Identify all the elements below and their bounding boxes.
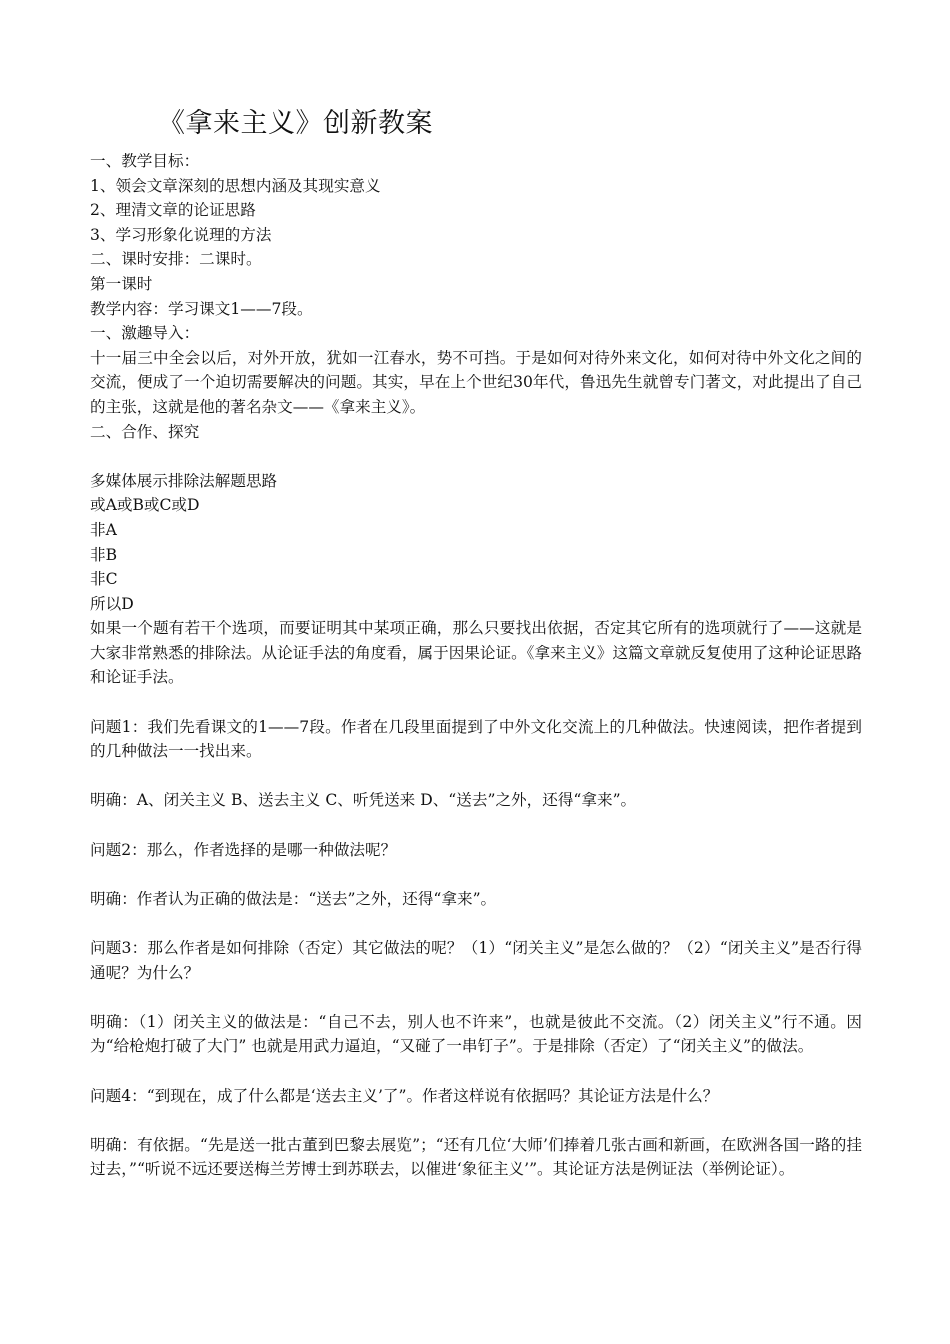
blank-line [90,813,862,838]
paragraph: 3、学习形象化说理的方法 [90,225,272,244]
paragraph: 明确：有依据。“先是送一批古董到巴黎去展览”；“还有几位‘大师’们捧着几张古画和新画，在欧洲各国一路的挂过去，”“听说不远还要送梅兰芳博士到苏联去，以催进‘象征主义’”。其论证方法是例证法（举例论证）。 [90,1135,862,1179]
blank-line [90,1059,862,1084]
paragraph: 1、领会文章深刻的思想内涵及其现实意义 [90,176,381,195]
paragraph: 问题2：那么，作者选择的是哪一种做法呢？ [90,840,397,859]
paragraph: 非A [90,520,117,539]
paragraph: 明确：A、闭关主义 B、送去主义 C、听凭送来 D、“送去”之外，还得“拿来”。 [90,791,637,810]
blank-line [90,1108,862,1133]
paragraph: 二、合作、探究 [90,422,200,441]
paragraph: 多媒体展示排除法解题思路 [90,471,278,490]
blank-line [90,690,862,715]
paragraph: 非C [90,570,118,589]
paragraph: 问题1：我们先看课文的1——7段。作者在几段里面提到了中外文化交流上的几种做法。快速阅读，把作者提到的几种做法一一找出来。 [90,717,862,761]
paragraph: 二、课时安排：二课时。 [90,250,262,269]
blank-line [90,444,862,469]
blank-line [90,764,862,789]
paragraph: 所以D [90,594,134,613]
paragraph: 教学内容：学习课文1——7段。 [90,299,313,318]
paragraph: 非B [90,545,118,564]
paragraph: 或A或B或C或D [90,496,200,515]
paragraph: 十一届三中全会以后，对外开放，犹如一江春水，势不可挡。于是如何对待外来文化，如何对待中外文化之间的交流，便成了一个迫切需要解决的问题。其实，早在上个世纪30年代，鲁迅先生就曾专门著文，对此提出了自己的主张，这就是他的著名杂文——《拿来主义》。 [90,348,862,416]
paragraph: 明确：（1）闭关主义的做法是：“自己不去，别人也不许来”，也就是彼此不交流。（2）闭关主义”行不通。因为“给枪炮打破了大门” 也就是用武力逼迫，“又碰了一串钉子”。于是排除（否定）了“闭关主义”的做法。 [90,1012,862,1056]
paragraph: 2、理清文章的论证思路 [90,201,256,220]
blank-line [90,985,862,1010]
document-body [90,149,862,1182]
paragraph: 一、教学目标： [90,152,200,170]
paragraph: 如果一个题有若干个选项，而要证明其中某项正确，那么只要找出依据，否定其它所有的选项就行了——这就是大家非常熟悉的排除法。从论证手法的角度看，属于因果论证。《拿来主义》这篇文章就反复使用了这种论证思路和论证手法。 [90,619,862,687]
document-title: 《拿来主义》创新教案 [158,108,433,139]
paragraph: 问题3：那么作者是如何排除（否定）其它做法的呢？（1）“闭关主义”是怎么做的？（2）“闭关主义”是否行得通呢？为什么？ [90,939,862,982]
paragraph: 一、激趣导入： [90,324,200,343]
paragraph: 第一课时 [90,274,153,293]
blank-line [90,862,862,887]
paragraph: 明确：作者认为正确的做法是：“送去”之外，还得“拿来”。 [90,889,497,908]
paragraph: 问题4：“到现在，成了什么都是‘送去主义’了”。作者这样说有依据吗？其论证方法是什么？ [90,1086,719,1105]
blank-line [90,911,862,936]
